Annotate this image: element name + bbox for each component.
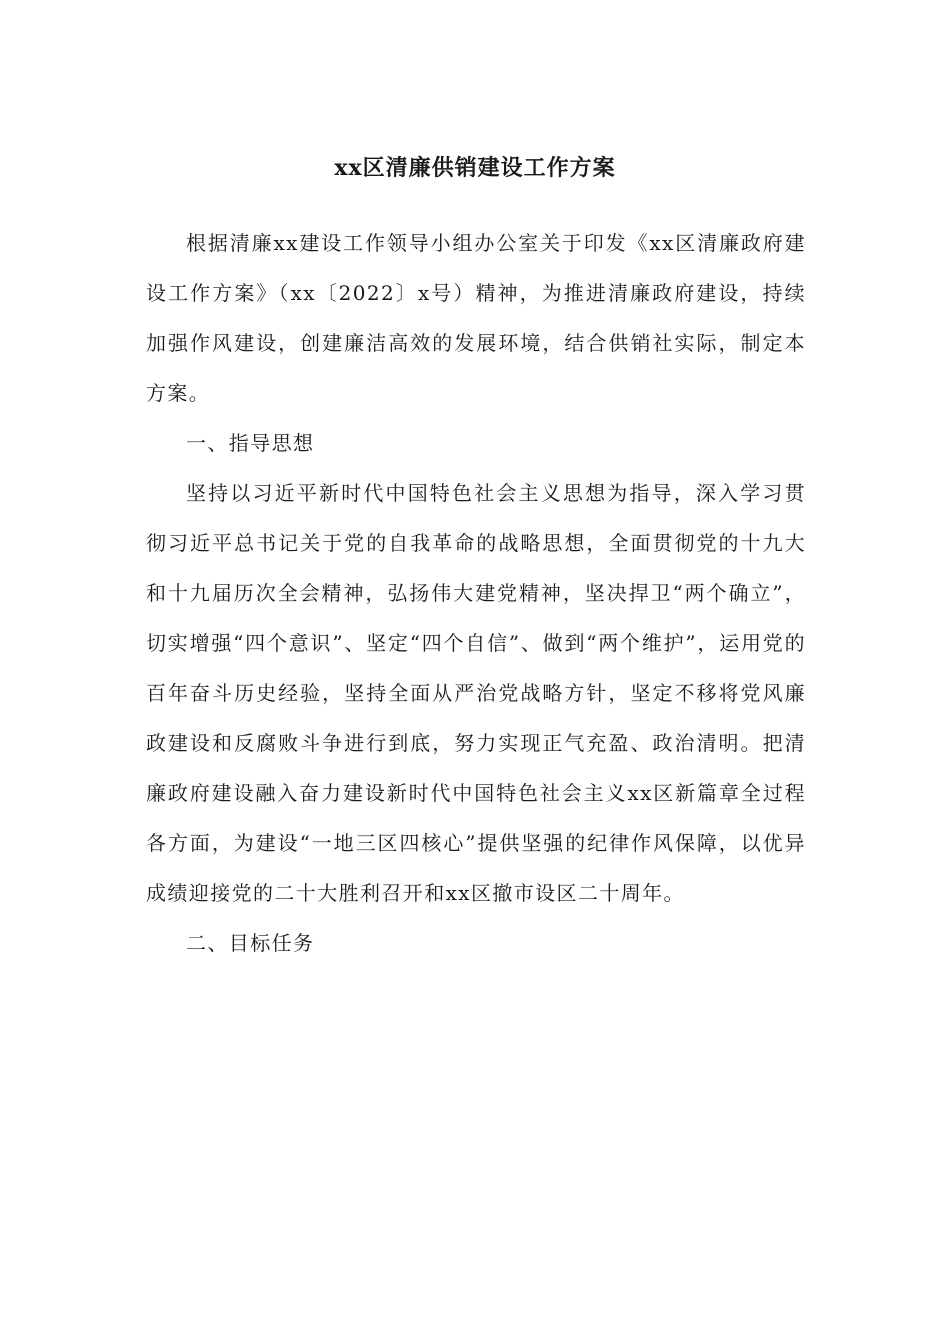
document-title: xx区清廉供销建设工作方案 [334,155,616,181]
document-body [146,218,806,968]
section-heading-goals-tasks: 二、目标任务 [186,931,315,955]
section-heading-guiding-ideology: 一、指导思想 [186,431,315,455]
guiding-ideology-paragraph: 坚持以习近平新时代中国特色社会主义思想为指导，深入学习贯彻习近平总书记关于党的自我革命的战略思想，全面贯彻党的十九大和十九届历次全会精神，弘扬伟大建党精神，坚决捍卫“两个确立”，切实增强“四个意识”、坚定“四个自信”、做到“两个维护”，运用党的百年奋斗历史经验，坚持全面从严治党战略方针，坚定不移将党风廉政建设和反腐败斗争进行到底，努力实现正气充盈、政治清明。把清廉政府建设融入奋力建设新时代中国特色社会主义xx区新篇章全过程各方面，为建设“一地三区四核心”提供坚强的纪律作风保障，以优异成绩迎接党的二十大胜利召开和xx区撤市设区二十周年。 [146,481,806,905]
intro-paragraph: 根据清廉xx建设工作领导小组办公室关于印发《xx区清廉政府建设工作方案》（xx〔2022〕x号）精神，为推进清廉政府建设，持续加强作风建设，创建廉洁高效的发展环境，结合供销社实际，制定本方案。 [146,231,806,405]
